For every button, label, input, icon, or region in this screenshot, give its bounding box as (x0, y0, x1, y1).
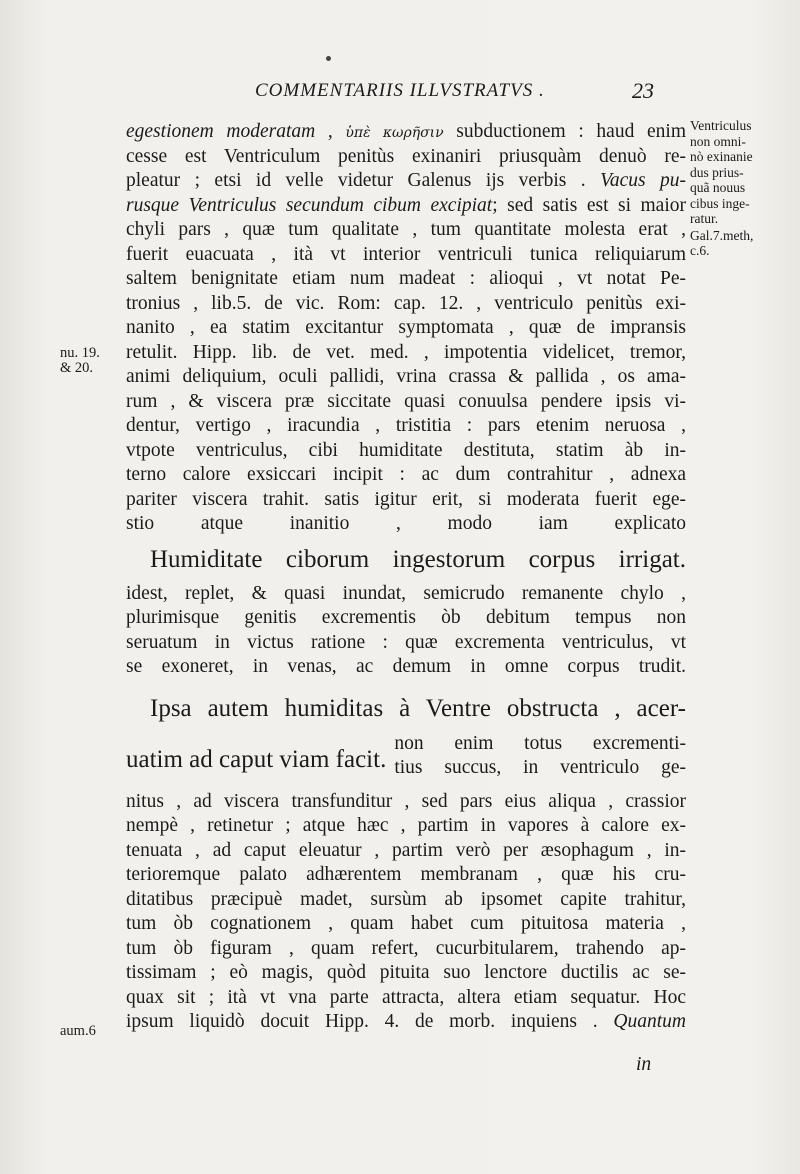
text-span: terioremque palato adhærentem membranam , quæ his cru- (126, 864, 686, 885)
text-line: tius succus, in ventriculo ge- (394, 757, 686, 778)
ink-spot (326, 56, 331, 61)
text-line (126, 341, 686, 366)
text-span: pariter viscera trahit. satis igitur erit, si moderata fuerit ege- (126, 488, 686, 510)
paragraph-commentary-c (126, 790, 686, 1035)
text-line (126, 316, 686, 341)
margin-line: Ventriculus (690, 118, 752, 133)
running-head: COMMENTARIIS ILLVSTRATVS . (255, 80, 545, 101)
text-line (126, 365, 686, 390)
text-span: rusque Ventriculus secundum cibum excipiat (126, 194, 493, 216)
paragraph-commentary-a (126, 120, 686, 537)
text-line (126, 961, 686, 986)
text-span: fuerit euacuata , ità vt interior ventriculi tunica reliquiarum (126, 243, 686, 265)
text-span: vtpote ventriculus, cibi humiditate destituta, statim àb in- (126, 439, 686, 461)
text-line (126, 1010, 686, 1035)
margin-line: Gal.7.meth, (690, 227, 754, 243)
text-span: Vacus pu- (600, 170, 686, 191)
text-line (126, 863, 686, 888)
text-line (126, 839, 686, 864)
text-line (126, 120, 686, 145)
text-line (126, 463, 686, 488)
margin-note-left-1 (60, 346, 100, 376)
text-span: terno calore exsiccari incipit : ac dum contrahitur , adnexa (126, 464, 686, 485)
text-line: non enim totus excrementi- (394, 732, 686, 754)
text-span: tronius , lib.5. de vic. Rom: cap. 12. , ventriculo penitùs exi- (126, 292, 686, 314)
text-line (126, 888, 686, 913)
lemma-heading-1: Humiditate ciborum ingestorum corpus irrigat. (150, 545, 686, 573)
text-span: rum , & viscera præ siccitate quasi conuulsa pendere ipsis vi- (126, 390, 686, 412)
margin-line: ratur. (690, 211, 719, 226)
margin-line: c.6. (690, 243, 710, 258)
margin-note-left-2 (60, 1024, 96, 1039)
margin-line: cibus inge- (690, 195, 750, 211)
text-span: tum òb figuram , quam refert, cucurbitularem, trahendo ap- (126, 937, 686, 959)
text-line (126, 414, 686, 439)
text-span: cesse est Ventriculum penitùs exinaniri priusquàm denuò re- (126, 145, 686, 167)
margin-line: nò exinanie (690, 149, 753, 164)
greek-word: ὑπὲ κωρῆσιν (345, 125, 444, 141)
text-line: plurimisque genitis excrementis òb debitum tempus non (126, 607, 686, 628)
main-text (126, 120, 686, 1035)
text-span: ditatibus præcipuè madet, sursùm ab ipsomet capite trahitur, (126, 888, 686, 910)
text-line (126, 937, 686, 962)
paragraph-commentary-b (126, 582, 686, 680)
text-span: quax sit ; ità vt vna parte attracta, altera etiam sequatur. Hoc (126, 986, 686, 1008)
text-span: nitus , ad viscera transfunditur , sed pars eius aliqua , crassior (126, 790, 686, 812)
text-line (126, 145, 686, 170)
text-span: retulit. Hipp. lib. de vet. med. , impotentia videlicet, tremor, (126, 341, 686, 363)
text-span: ipsum liquidò docuit Hipp. 4. de morb. inquiens . (126, 1011, 614, 1032)
catchword: in (636, 1054, 652, 1075)
text-line: seruatum in victus ratione : quæ excrementa ventriculus, vt (126, 631, 686, 653)
margin-line: & 20. (60, 360, 94, 376)
text-span: tissimam ; eò magis, quòd pituita suo lenctore ductilis ac se- (126, 962, 686, 983)
text-line (126, 267, 686, 292)
lemma-side-text (394, 732, 686, 781)
text-span: egestionem moderatam , (126, 121, 346, 142)
text-line (126, 218, 686, 243)
text-span: nempè , retinetur ; atque hæc , partim in vapores à calore ex- (126, 815, 686, 836)
text-line (126, 986, 686, 1011)
text-line (126, 488, 686, 513)
margin-line: non omni- (690, 133, 746, 149)
text-span: nanito , ea statim excitantur symptomata , quæ de impransis (126, 317, 686, 338)
text-line (126, 243, 686, 268)
text-span: animi deliquium, oculi pallidi, vrina crassa & pallida , os ama- (126, 366, 686, 387)
margin-line: quã nouus (690, 180, 746, 195)
page-number: 23 (632, 78, 654, 103)
text-line (126, 814, 686, 839)
text-span: tenuata , ad caput eleuatur , partim verò per æsophagum , in- (126, 839, 686, 861)
lemma-heading-2: Ipsa autem humiditas à Ventre obstructa , acer- (150, 694, 686, 722)
text-line (126, 390, 686, 415)
text-span: tum òb cognationem , quam habet cum pituitosa materia , (126, 913, 686, 934)
text-line: se exoneret, in venas, ac demum in omne corpus trudit. (126, 656, 686, 677)
text-span: chyli pars , quæ tum qualitate , tum quantitate molesta erat , (126, 219, 686, 240)
margin-line: aum.6 (60, 1023, 96, 1039)
margin-note-right (690, 118, 798, 259)
text-span: stio atque inanitio , modo iam explicato (126, 513, 686, 534)
lemma-heading-2-row (126, 732, 686, 790)
text-span: pleatur ; etsi id velle videtur Galenus ijs verbis . (126, 170, 601, 191)
lemma-heading-2-cont: uatim ad caput viam facit. (126, 745, 387, 773)
text-line (126, 194, 686, 219)
text-span: ; sed satis est si maior (492, 194, 686, 216)
text-line (126, 912, 686, 937)
text-line: idest, replet, & quasi inundat, semicrudo remanente chylo , (126, 582, 686, 604)
margin-line: dus prius- (690, 164, 744, 180)
margin-line: nu. 19. (60, 345, 100, 361)
text-line (126, 169, 686, 194)
text-span: Quantum (613, 1011, 686, 1032)
text-span: saltem benignitate etiam num madeat : alioqui , vt notat Pe- (126, 268, 686, 289)
text-line (126, 512, 686, 537)
text-span: dentur, vertigo , iracundia , tristitia : pars etenim neruosa , (126, 415, 686, 436)
text-line (126, 439, 686, 464)
text-line (126, 292, 686, 317)
text-line (126, 790, 686, 815)
text-span: subductionem : haud enim (443, 121, 686, 142)
